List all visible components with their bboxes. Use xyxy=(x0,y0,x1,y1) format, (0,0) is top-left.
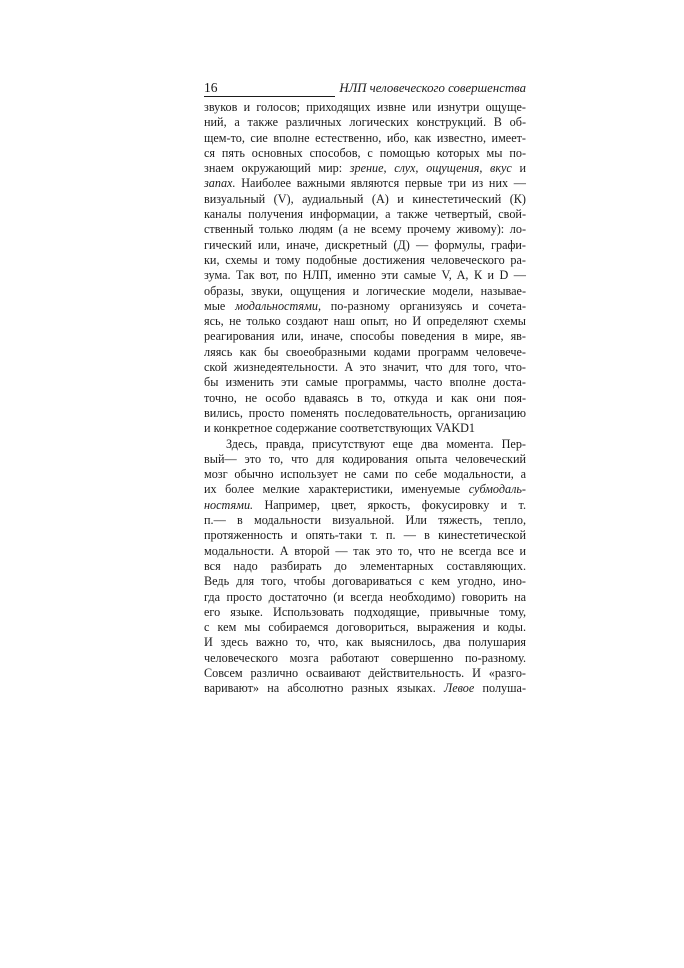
text-line xyxy=(204,681,526,696)
text-run: и конкретное содержание соответствующих VAKD1 xyxy=(204,421,476,436)
text-run: мозг обычно использует не сами по себе модальности, а xyxy=(204,467,526,482)
text-line xyxy=(204,635,526,650)
italic-text: зрение, слух, ощущения, вкус xyxy=(349,161,512,176)
text-run: визуальный (V), аудиальный (А) и кинестетический (К) xyxy=(204,191,526,206)
text-line xyxy=(204,329,526,344)
text-line xyxy=(204,620,526,635)
page-header xyxy=(204,79,526,99)
text-line xyxy=(204,375,526,390)
body-text xyxy=(204,100,526,697)
italic-text: субмодаль- xyxy=(468,482,526,497)
text-line xyxy=(204,360,526,375)
text-line xyxy=(204,498,526,513)
text-run: ся пять основных способов, с помощью которых мы по- xyxy=(204,145,526,160)
text-run: зума. Так вот, по НЛП, именно эти самые V, A, К и D — xyxy=(204,268,526,283)
text-line xyxy=(204,100,526,115)
text-run: знаем окружающий мир: xyxy=(204,161,350,176)
text-line xyxy=(204,299,526,314)
text-run: Ведь для того, чтобы договариваться с кем угодно, ино- xyxy=(204,574,526,589)
text-run: его языке. Использовать подходящие, привычные тому, xyxy=(204,604,526,619)
text-line xyxy=(204,467,526,482)
text-run: образы, звуки, ощущения и логические модели, называе- xyxy=(204,283,526,298)
text-run: И здесь важно то, что, как выяснилось, два полушария xyxy=(204,635,526,650)
text-line xyxy=(204,559,526,574)
text-run: вся надо разбирать до элементарных составляющих. xyxy=(204,558,526,573)
text-line xyxy=(204,574,526,589)
text-run: вый— это то, что для кодирования опыта человеческий xyxy=(204,451,526,466)
text-line xyxy=(204,482,526,497)
text-line xyxy=(204,238,526,253)
text-line xyxy=(204,268,526,283)
text-run: Например, цвет, яркость, фокусировку и т. xyxy=(253,497,526,512)
text-run: реагирования или, иначе, способы поведения в мире, яв- xyxy=(204,329,526,344)
text-run: точно, не особо вдаваясь в то, откуда и как они поя- xyxy=(204,390,526,405)
text-run: по-разному организуясь и сочета- xyxy=(321,298,526,313)
text-run: каналы получения информации, а также четвертый, свой- xyxy=(204,207,526,222)
text-line xyxy=(204,161,526,176)
text-line xyxy=(204,253,526,268)
text-line xyxy=(204,406,526,421)
text-line xyxy=(204,452,526,467)
text-run: бы изменить эти самые программы, часто вполне доста- xyxy=(204,375,526,390)
running-title: НЛП человеческого совершенства xyxy=(335,79,526,97)
italic-text: ностями. xyxy=(204,497,254,512)
text-run: их более мелкие характеристики, именуемые xyxy=(204,482,469,497)
text-line xyxy=(204,146,526,161)
text-run: варивают» на абсолютно разных языках. xyxy=(204,681,444,696)
text-run: ний, а также различных логических конструкций. В об- xyxy=(204,115,526,130)
text-run: и xyxy=(511,161,526,176)
text-line xyxy=(204,192,526,207)
text-run: ки, схемы и тому подобные достижения человеческого ра- xyxy=(204,252,526,267)
italic-text: модальностями, xyxy=(235,298,321,313)
text-line xyxy=(204,666,526,681)
text-run: ляясь как бы своеобразными кодами программ человече- xyxy=(204,344,526,359)
page-number: 16 xyxy=(204,80,218,95)
text-line xyxy=(204,131,526,146)
text-line xyxy=(204,421,526,436)
text-line xyxy=(204,176,526,191)
text-run: мые xyxy=(204,298,236,313)
text-run: протяженность и опять-таки т. п. — в кинестетической xyxy=(204,528,526,543)
text-run: Наиболее важными являются первые три из них — xyxy=(235,176,526,191)
text-run: ясь, не только создают наш опыт, но И определяют схемы xyxy=(204,314,526,329)
text-run: Здесь, правда, присутствуют еще два момента. Пер- xyxy=(226,436,526,451)
text-line xyxy=(204,207,526,222)
text-run: щем-то, сие вполне естественно, ибо, как известно, имеет- xyxy=(204,130,526,145)
text-line xyxy=(204,314,526,329)
text-run: ственный только людям (а не всему прочему живому): ло- xyxy=(204,222,526,237)
text-run: модальности. А второй — так это то, что не всегда все и xyxy=(204,543,526,558)
text-line xyxy=(204,605,526,620)
text-run: полуша- xyxy=(474,681,527,696)
text-run: гический или, иначе, дискретный (Д) — формулы, графи- xyxy=(204,237,526,252)
text-line xyxy=(204,513,526,528)
italic-text: запах. xyxy=(204,176,236,191)
text-line xyxy=(204,284,526,299)
text-line xyxy=(204,391,526,406)
text-run: гда просто достаточно (и всегда необходимо) говорить на xyxy=(204,589,526,604)
text-run: ской жизнедеятельности. А это значит, что для того, что- xyxy=(204,360,526,375)
text-line xyxy=(204,437,526,452)
text-line xyxy=(204,528,526,543)
text-run: вились, просто поменять последовательность, организацию xyxy=(204,405,526,420)
text-run: звуков и голосов; приходящих извне или изнутри ощуще- xyxy=(204,100,526,114)
text-line xyxy=(204,345,526,360)
text-line xyxy=(204,590,526,605)
text-run: Совсем различно осваивают действительность. И «разго- xyxy=(204,665,526,680)
italic-text: Левое xyxy=(444,681,475,696)
text-run: с кем мы собираемся договориться, выражения и коды. xyxy=(204,620,526,635)
text-run: человеческого мозга работают совершенно по-разному. xyxy=(204,650,526,665)
text-run: п.— в модальности визуальной. Или тяжесть, тепло, xyxy=(204,513,526,528)
text-line xyxy=(204,651,526,666)
text-line xyxy=(204,115,526,130)
text-line xyxy=(204,544,526,559)
text-line xyxy=(204,222,526,237)
